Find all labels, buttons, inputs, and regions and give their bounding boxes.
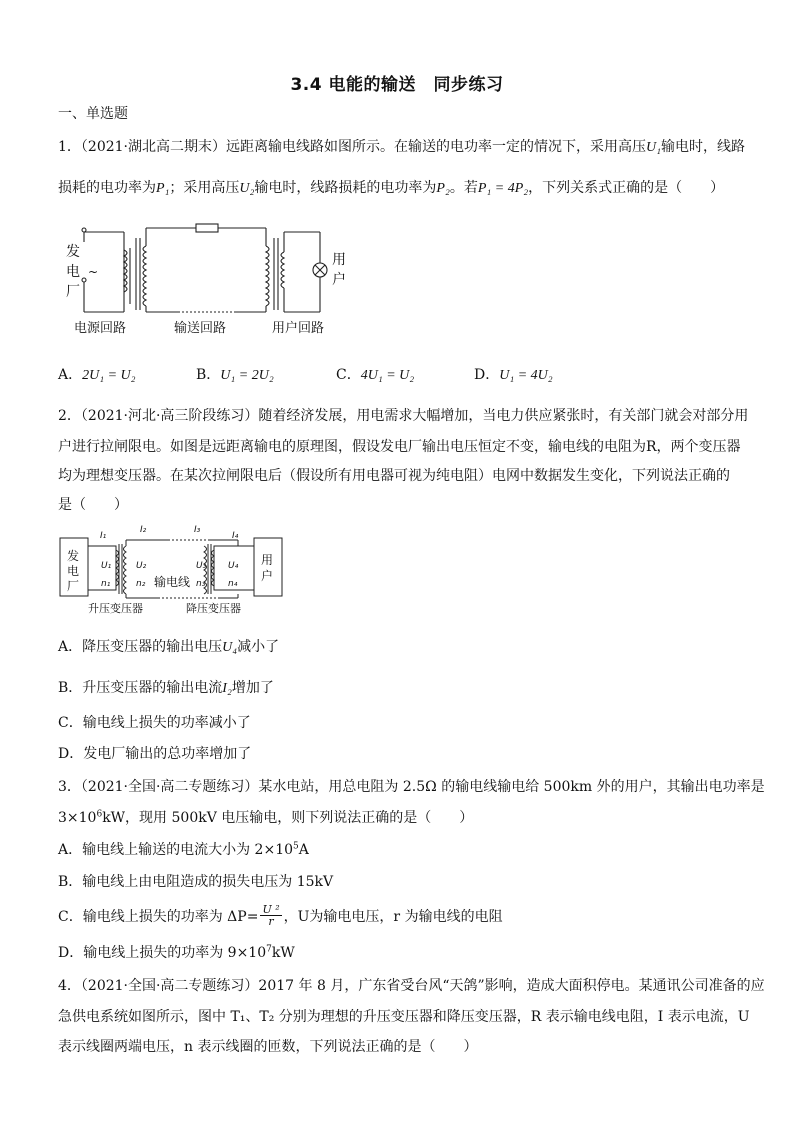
q2-n3: n₃ <box>196 579 206 589</box>
q2-step-down-label: 降压变压器 <box>186 602 241 615</box>
q1-option-b: B．U₁ = 2U₂ <box>196 367 274 383</box>
q4-line-3: 表示线圈两端电压，n 表示线圈的匝数，下列说法正确的是（ ） <box>58 1039 478 1055</box>
q2-line-3: 均为理想变压器。在某次拉闸限电后（假设所有用电器可视为纯电阻）电网中数据发生变化，下列说法正确的 <box>58 468 730 484</box>
q2-line-1: 2．（2021·河北·高三阶段练习）随着经济发展，用电需求大幅增加，当电力供应紧张时，有关部门就会对部分用 <box>58 408 749 424</box>
q3-line-2: $3\times 10^6kW$，现用 500kV 电压输电，则下列说法正确的是（ ） <box>58 809 474 826</box>
q2-U2: U₂ <box>136 561 147 571</box>
q2-option-b: B．升压变压器的输出电流I₂增加了 <box>58 680 274 696</box>
q2-user-label-1: 用 <box>261 553 274 567</box>
q2-plant-label-1: 发 <box>67 549 80 563</box>
fraction-U2-over-r: $\frac{\text{U ²}}{r}$ <box>262 903 280 928</box>
q1-source-label-3: 厂 <box>66 284 80 300</box>
q1-line-1: 1．（2021·湖北高二期末）远距离输电线路如图所示。在输送的电功率一定的情况下，采用高压U₁输电时，线路 <box>58 139 745 155</box>
q2-option-a: A．降压变压器的输出电压U₄减小了 <box>58 639 280 655</box>
q2-U3: U₃ <box>196 561 207 571</box>
q2-plant-label-3: 厂 <box>67 579 80 593</box>
q3-option-b: B．输电线上由电阻造成的损失电压为 15kV <box>58 874 334 890</box>
q1-source-label-1: 发 <box>66 244 80 260</box>
q2-n4: n₄ <box>228 579 238 589</box>
math-U2: U₂ <box>239 181 255 196</box>
q2-I3: I₃ <box>194 525 201 535</box>
q1-caption-user-loop: 用户回路 <box>272 321 325 336</box>
q1-option-c: C．4U₁ = U₂ <box>336 367 415 383</box>
q2-option-d: D．发电厂输出的总功率增加了 <box>58 746 252 762</box>
q1-source-label-2: 电 <box>66 264 80 280</box>
q3-option-a: A．输电线上输送的电流大小为 $2\times 10^5A$ <box>58 841 309 858</box>
q1-caption-source-loop: 电源回路 <box>74 321 127 336</box>
q3-option-d: D．输电线上损失的功率为 $9\times 10^7kW$ <box>58 944 295 961</box>
page-title: 3.4 电能的输送 同步练习 <box>290 75 504 95</box>
q1-line-2: 损耗的电功率为P₁；采用高压U₂输电时，线路损耗的电功率为P₂。若P₁ = 4P₂，下列关系式正确的是（ ） <box>58 180 725 196</box>
q2-n2: n₂ <box>136 579 146 589</box>
q2-plant-label-2: 电 <box>67 564 80 578</box>
q2-I4: I₄ <box>232 531 239 541</box>
q4-line-2: 急供电系统如图所示，图中 T₁、T₂ 分别为理想的升压变压器和降压变压器，R 表示输电线电阻，I 表示电流，U <box>58 1009 750 1025</box>
math-P1: P₁ <box>156 181 170 196</box>
q2-U4: U₄ <box>228 561 239 571</box>
q1-caption-transmission-loop: 输送回路 <box>174 321 227 336</box>
q3-option-c: C．输电线上损失的功率为 ΔP= $\frac{\text{U ²}}{r}$ ，U为输电电压，r 为输电线的电阻 <box>58 903 503 928</box>
q2-line-label: 输电线 <box>154 575 191 589</box>
q1-circuit-diagram <box>58 220 358 338</box>
q1-option-a: A．2U₁ = U₂ <box>58 367 136 383</box>
q2-option-c: C．输电线上损失的功率减小了 <box>58 715 251 731</box>
q4-line-1: 4．（2021·全国·高二专题练习）2017 年 8 月，广东省受台风“天鸽”影响，造成大面积停电。某通讯公司准备的应 <box>58 978 765 994</box>
q1-option-d: D．U₁ = 4U₂ <box>474 367 553 383</box>
q3-line-1: 3．（2021·全国·高二专题练习）某水电站，用总电阻为 2.5Ω 的输电线输电给 500km 外的用户，其输出电功率是 <box>58 779 765 795</box>
q2-I1: I₁ <box>100 531 107 541</box>
q2-n1: n₁ <box>101 579 111 589</box>
q2-transmission-diagram <box>58 520 290 620</box>
q1-user-label-1: 用 <box>332 252 346 268</box>
q2-I2: I₂ <box>140 525 147 535</box>
q2-U1: U₁ <box>101 561 112 571</box>
q2-line-2: 户进行拉闸限电。如图是远距离输电的原理图，假设发电厂输出电压恒定不变，输电线的电阻为R，两个变压器 <box>58 439 741 455</box>
math-U1: U₁ <box>645 140 661 155</box>
q2-user-label-2: 户 <box>261 569 274 583</box>
section-heading: 一、单选题 <box>58 106 128 122</box>
q2-step-up-label: 升压变压器 <box>88 602 143 615</box>
math-P2: P₂ <box>436 181 450 196</box>
ac-source-icon: ~ <box>88 265 99 279</box>
math-P1-eq: P₁ = 4P₂ <box>477 181 529 196</box>
q2-line-4: 是（ ） <box>58 497 128 513</box>
q1-user-label-2: 户 <box>332 272 346 288</box>
